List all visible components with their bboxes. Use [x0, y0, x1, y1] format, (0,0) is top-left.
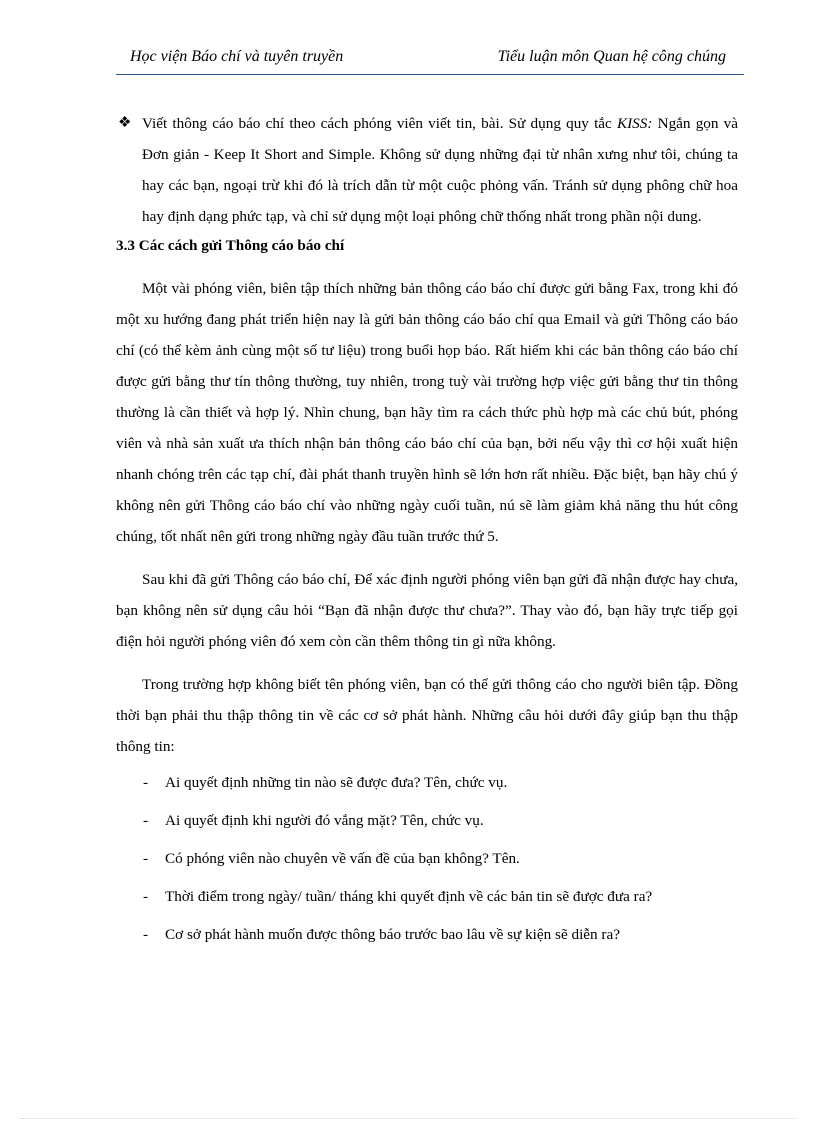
paragraph-2: Sau khi đã gửi Thông cáo báo chí, Để xác định người phóng viên bạn gửi đã nhận được hay chưa, bạn không nên sử dụng câu hỏi “Bạn đã nhận được thư chưa?”. Thay vào đó, bạn hãy trực tiếp gọi điện hỏi người phóng viên đó xem còn cần thêm thông tin gì nữa không.	[116, 571, 738, 650]
dash-marker: -	[143, 774, 149, 791]
dash-marker: -	[143, 850, 149, 867]
question-list	[116, 770, 738, 947]
bullet-text-after: Ngắn gọn và Đơn giản - Keep It Short and Simple. Không sử dụng những đại từ nhân xưng như tôi, chúng ta hay các bạn, ngoại trừ khi đó là trích dẫn từ một cuộc phỏng vấn. Tránh sử dụng phông chữ hoa hay định dạng phức tạp, và chỉ sử dụng một loại phông chữ thống nhất trong phần nội dung.	[142, 115, 738, 225]
list-item-text: Có phóng viên nào chuyên về vấn đề của bạn không? Tên.	[165, 850, 520, 867]
list-item	[116, 884, 738, 909]
list-item-text: Cơ sở phát hành muốn được thông báo trước bao lâu về sự kiện sẽ diễn ra?	[165, 926, 620, 943]
page-bottom-divider	[20, 1118, 796, 1119]
dash-marker: -	[143, 812, 149, 829]
header-left: Học viện Báo chí và tuyên truyền	[130, 48, 344, 65]
list-item	[116, 846, 738, 871]
page-header	[116, 46, 744, 75]
list-item-text: Thời điểm trong ngày/ tuần/ tháng khi quyết định về các bản tin sẽ được đưa ra?	[165, 888, 653, 905]
page-content	[116, 108, 738, 960]
bullet-text-before: Viết thông cáo báo chí theo cách phóng viên viết tin, bài. Sử dụng quy tắc	[142, 115, 617, 132]
dash-marker: -	[143, 926, 149, 943]
section-heading: 3.3 Các cách gửi Thông cáo báo chí	[116, 237, 345, 254]
list-item-text: Ai quyết định những tin nào sẽ được đưa? Tên, chức vụ.	[165, 774, 508, 791]
diamond-bullet-icon: ❖	[118, 115, 132, 131]
list-item	[116, 808, 738, 833]
bullet-paragraph	[116, 108, 738, 232]
paragraph-1: Một vài phóng viên, biên tập thích những bản thông cáo báo chí được gửi bằng Fax, trong khi đó một xu hướng đang phát triển hiện nay là gửi bản thông cáo báo chí qua Email và gửi Thông cáo báo chí (có thể kèm ảnh cùng một số tư liệu) trong buổi họp báo. Rất hiếm khi các bản thông cáo báo chí được gửi bằng thư tín thông thường, tuy nhiên, trong tuỳ vài trường hợp việc gửi bằng thư tin thông thường là cần thiết và hợp lý. Nhìn chung, bạn hãy tìm ra cách thức phù hợp mà các chủ bút, phóng viên và nhà sản xuất ưa thích nhận bản thông cáo báo chí của bạn, bởi nếu vậy thì cơ hội xuất hiện nhanh chóng trên các tạp chí, đài phát thanh truyền hình sẽ lớn hơn rất nhiều. Đặc biệt, bạn hãy chú ý không nên gửi Thông cáo báo chí vào những ngày cuối tuần, nú sẽ làm giảm khả năng thu hút công chúng, tốt nhất nên gửi trong những ngày đầu tuần trước thứ 5.	[116, 280, 738, 545]
list-item	[116, 770, 738, 795]
header-right: Tiểu luận môn Quan hệ công chúng	[497, 48, 726, 65]
dash-marker: -	[143, 888, 149, 905]
list-item	[116, 922, 738, 947]
list-item-text: Ai quyết định khi người đó vắng mặt? Tên, chức vụ.	[165, 812, 484, 829]
bullet-emphasis: KISS:	[616, 115, 653, 132]
paragraph-3: Trong trường hợp không biết tên phóng viên, bạn có thể gửi thông cáo cho người biên tập. Đồng thời bạn phải thu thập thông tin về các cơ sở phát hành. Những câu hỏi dưới đây giúp bạn thu thập thông tin:	[116, 676, 738, 755]
